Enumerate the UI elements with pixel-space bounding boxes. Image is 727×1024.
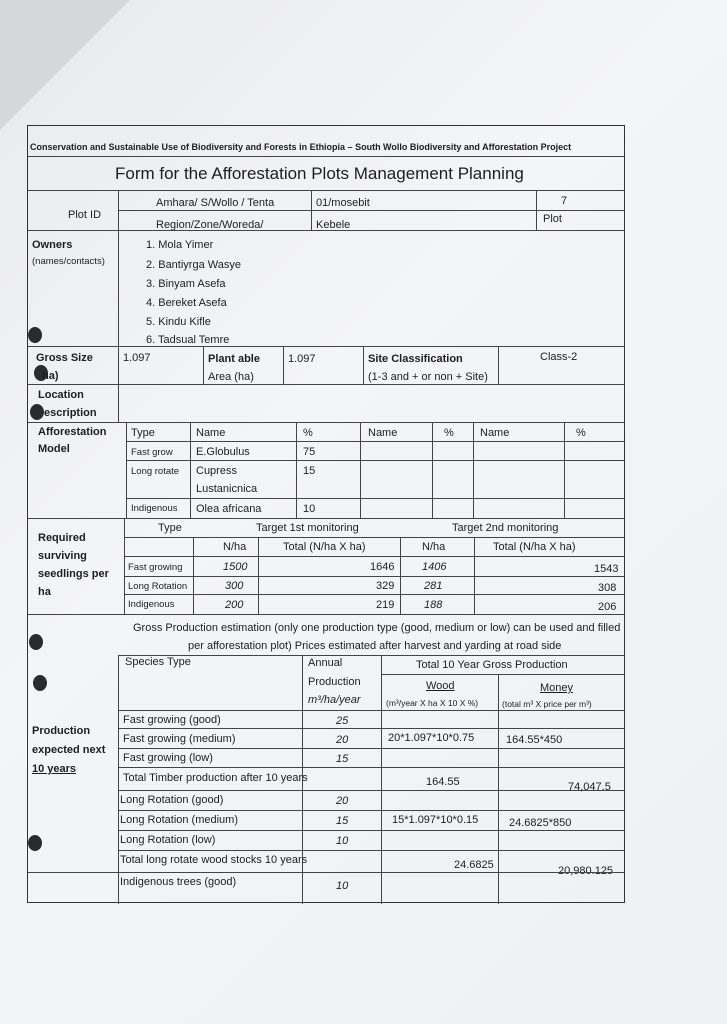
owner-item: 4. Bereket Asefa <box>146 297 227 309</box>
production-label: 10 years <box>32 763 77 775</box>
site-class-sub: (1-3 and + or non + Site) <box>368 371 488 383</box>
production-money[interactable]: 164.55*450 <box>506 734 563 746</box>
site-class-label: Site Classification <box>368 353 463 365</box>
seedlings-type-header: Type <box>158 522 182 534</box>
model-header: Name <box>196 427 226 439</box>
production-annual[interactable]: 20 <box>336 795 349 807</box>
plot-number[interactable]: 7 <box>561 195 568 207</box>
seedling-n2[interactable]: 281 <box>424 580 443 592</box>
location-label-2: escription <box>44 407 97 419</box>
model-header: Type <box>131 427 155 439</box>
production-row-name: Total Timber production after 10 years <box>123 772 308 784</box>
wood-header: Wood <box>426 680 455 692</box>
model-type: Long rotate <box>131 466 180 477</box>
seedlings-label: surviving <box>38 550 87 562</box>
model-header: Name <box>480 427 510 439</box>
owners-label: Owners <box>32 239 73 251</box>
production-annual[interactable]: 15 <box>336 753 349 765</box>
total-header-1: Total (N/ha X ha) <box>283 541 366 553</box>
form-title: Form for the Afforestation Plots Management Planning <box>115 164 524 183</box>
owners-sublabel: (names/contacts) <box>32 256 105 267</box>
seedling-n2[interactable]: 1406 <box>422 561 447 573</box>
plantable-value[interactable]: 1.097 <box>288 353 316 365</box>
seedling-t2[interactable]: 206 <box>598 601 617 613</box>
production-row-name: Fast growing (medium) <box>123 733 236 745</box>
production-note: Gross Production estimation (only one production type (good, medium or low) can be used and filled <box>133 622 621 634</box>
region-label: Region/Zone/Woreda/ <box>156 219 264 231</box>
production-row-name: Fast growing (good) <box>123 714 221 726</box>
project-title: Conservation and Sustainable Use of Biodiversity and Forests in Ethiopia – South Wollo Biodiversity and Afforestation Project <box>30 142 572 152</box>
nha-header-2: N/ha <box>422 541 446 553</box>
production-annual[interactable]: 15 <box>336 815 349 827</box>
model-type: Indigenous <box>131 503 178 514</box>
owner-item: 6. Tadsual Temre <box>146 334 230 346</box>
annual-header: Production <box>308 676 361 688</box>
folded-corner <box>0 0 130 130</box>
nha-header-1: N/ha <box>223 541 247 553</box>
gross-size-label: Gross Size <box>36 352 93 364</box>
site-class-value[interactable]: Class-2 <box>540 351 578 363</box>
production-annual[interactable]: 20 <box>336 734 349 746</box>
plantable-sub: Area (ha) <box>208 371 254 383</box>
location-label: Location <box>38 389 84 401</box>
production-label: Production <box>32 725 91 737</box>
seedlings-label: seedlings per <box>38 568 109 580</box>
total-header-2: Total (N/ha X ha) <box>493 541 576 553</box>
model-pct[interactable]: 15 <box>303 465 316 477</box>
model-name[interactable]: Lustanicnica <box>196 483 258 495</box>
production-wood[interactable]: 24.6825 <box>454 859 494 871</box>
annual-header: Annual <box>308 657 343 669</box>
model-pct[interactable]: 10 <box>303 503 316 515</box>
seedling-t1[interactable]: 219 <box>376 599 395 611</box>
production-row-name: Total long rotate wood stocks 10 years <box>120 854 308 866</box>
model-header: % <box>576 427 586 439</box>
seedling-t1[interactable]: 329 <box>376 580 395 592</box>
gross-size-unit: ha) <box>42 370 59 382</box>
production-annual[interactable]: 10 <box>336 835 349 847</box>
model-name[interactable]: Cupress <box>196 465 237 477</box>
seedling-t1[interactable]: 1646 <box>370 561 395 573</box>
kebele-value[interactable]: 01/mosebit <box>316 197 370 209</box>
target-1-header: Target 1st monitoring <box>256 522 359 534</box>
production-label: expected next <box>32 744 106 756</box>
plot-label: Plot <box>543 213 562 225</box>
model-name[interactable]: E.Globulus <box>196 446 250 458</box>
gross-size-value[interactable]: 1.097 <box>123 352 151 364</box>
model-label-2: Model <box>38 443 70 455</box>
money-formula: (total m³ X price per m³) <box>502 699 592 709</box>
target-2-header: Target 2nd monitoring <box>452 522 559 534</box>
production-wood[interactable]: 20*1.097*10*0.75 <box>388 732 475 744</box>
total-10-year-header: Total 10 Year Gross Production <box>416 659 568 671</box>
kebele-label: Kebele <box>316 219 351 231</box>
plot-id-label: Plot ID <box>68 209 102 221</box>
model-pct[interactable]: 75 <box>303 446 316 458</box>
plantable-label: Plant able <box>208 353 260 365</box>
production-row-name: Fast growing (low) <box>123 752 213 764</box>
species-type-header: Species Type <box>125 656 191 668</box>
owner-item: 1. Mola Yimer <box>146 239 214 251</box>
model-type: Fast grow <box>131 447 173 458</box>
production-money[interactable]: 74,047.5 <box>568 781 611 793</box>
model-name[interactable]: Olea africana <box>196 503 262 515</box>
production-annual[interactable]: 10 <box>336 880 349 892</box>
seedling-t2[interactable]: 308 <box>598 582 617 594</box>
seedlings-label: Required <box>38 532 86 544</box>
seedling-type: Fast growing <box>128 562 183 573</box>
planning-form <box>27 125 625 903</box>
annual-header: m³/ha/year <box>308 694 361 706</box>
owner-item: 5. Kindu Kifle <box>146 316 211 328</box>
production-row-name: Long Rotation (medium) <box>120 814 239 826</box>
model-header: % <box>303 427 313 439</box>
production-wood[interactable]: 164.55 <box>426 776 460 788</box>
seedling-type: Long Rotation <box>128 581 188 592</box>
production-row-name: Long Rotation (low) <box>120 834 216 846</box>
seedling-t2[interactable]: 1543 <box>594 563 619 575</box>
seedling-n1[interactable]: 1500 <box>223 561 248 573</box>
production-annual[interactable]: 25 <box>336 715 349 727</box>
model-label: Afforestation <box>38 426 107 438</box>
money-header: Money <box>540 682 574 694</box>
production-wood[interactable]: 15*1.097*10*0.15 <box>392 814 479 826</box>
wood-formula: (m³/year X ha X 10 X %) <box>386 698 479 708</box>
model-header: % <box>444 427 454 439</box>
seedling-n1[interactable]: 200 <box>225 599 244 611</box>
model-header: Name <box>368 427 398 439</box>
production-row-name: Long Rotation (good) <box>120 794 224 806</box>
production-money[interactable]: 20,980.125 <box>558 865 614 877</box>
region-value[interactable]: Amhara/ S/Wollo / Tenta <box>156 197 275 209</box>
production-money[interactable]: 24.6825*850 <box>509 817 572 829</box>
production-row-name: Indigenous trees (good) <box>120 876 237 888</box>
production-note-2: per afforestation plot) Prices estimated after harvest and yarding at road side <box>188 640 562 652</box>
owner-item: 2. Bantiyrga Wasye <box>146 259 241 271</box>
seedlings-label: ha <box>38 586 51 598</box>
seedling-n1[interactable]: 300 <box>225 580 244 592</box>
seedling-type: Indigenous <box>128 599 175 610</box>
seedling-n2[interactable]: 188 <box>424 599 443 611</box>
owner-item: 3. Binyam Asefa <box>146 278 226 290</box>
